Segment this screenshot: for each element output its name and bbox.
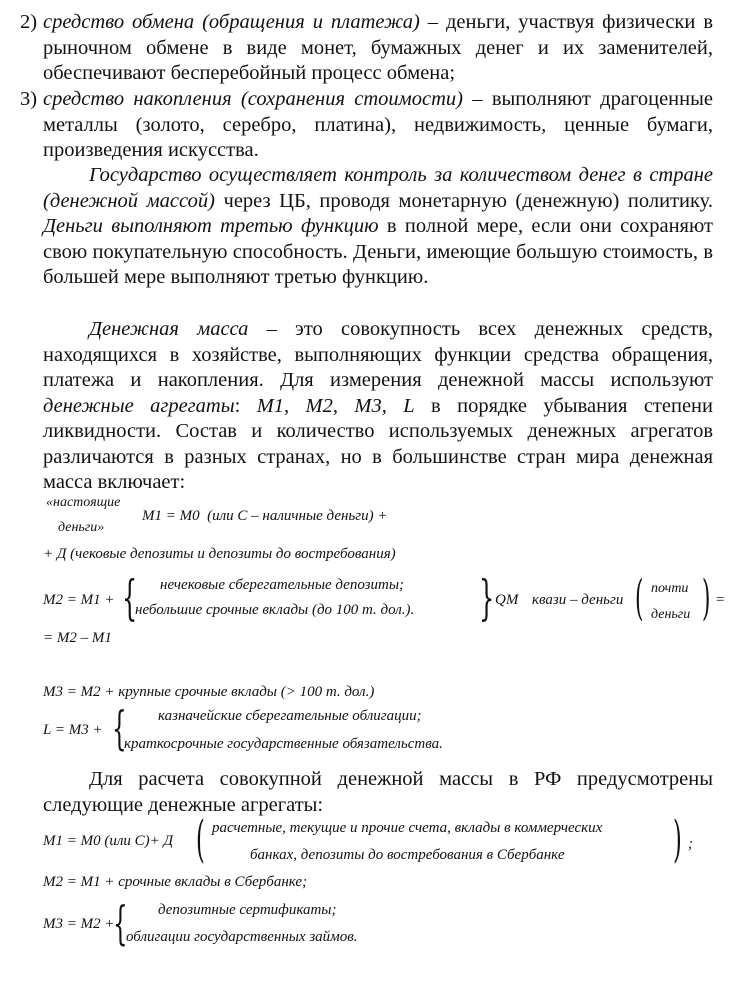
left-paren: ( <box>196 810 205 868</box>
paragraph-text: : <box>234 394 257 417</box>
aggregate-list: M1, M2, M3, L <box>256 394 415 417</box>
brace-line-1: нечековые сберегательные депозиты; <box>160 577 404 593</box>
formula-m2-lhs: M2 = M1 + <box>43 592 115 608</box>
formula-m1 <box>142 508 387 525</box>
paragraph-rf-aggregates <box>43 767 713 818</box>
formula-paren: (или C – наличные деньги) + <box>207 508 388 524</box>
right-paren: ) <box>673 810 682 868</box>
list-term: средство обмена (обращения и платежа) <box>43 11 420 33</box>
formula-semicolon: ; <box>688 836 693 852</box>
formula-rf-m2: M2 = M1 + срочные вклады в Сбербанке; <box>43 874 308 890</box>
formula-lhs: M1 = M0 <box>43 833 101 849</box>
formula-rf-m3-lhs: M3 = M2 + <box>43 916 115 932</box>
italic-phrase: Государство осуществляет контроль за количеством денег в стране (денежной массой) <box>43 164 713 212</box>
formula-paren: (или C) <box>104 833 150 849</box>
paren-line-1: расчетные, текущие и прочие счета, вклады в коммерческих <box>212 820 603 836</box>
formula-l-lhs: L = M3 + <box>43 722 103 738</box>
paragraph-money-supply <box>43 317 713 496</box>
paragraph-text: – это совокупность всех денежных средств, находящихся в хозяйстве, выполняющих функции средства обращения, платежа и накопления. Для измерения денежной массы используют <box>43 318 714 391</box>
list-number: 2) <box>20 11 38 33</box>
left-brace: { <box>113 896 128 950</box>
paren-top: почти <box>651 581 689 596</box>
left-paren: ( <box>635 570 644 626</box>
formula-equals: = <box>715 592 726 608</box>
list-item <box>20 87 713 164</box>
formula-rf-m1 <box>43 833 173 850</box>
formula-kvazi: квази – деньги <box>532 592 624 608</box>
right-paren: ) <box>702 570 711 626</box>
list-term: средство накопления (сохранения стоимости) <box>43 88 463 110</box>
list-text: – деньги, участвуя физически в рыночном обмене в виде монет, бумажных денег и их заменителей, обеспечивают бесперебойный процесс обмена; <box>43 11 713 84</box>
left-brace: { <box>112 701 127 755</box>
paragraph-text: Для расчета совокупной денежной массы в РФ предусмотрены следующие денежные агрегаты: <box>43 768 713 816</box>
brace-line-1: казначейские сберегательные облигации; <box>158 708 422 724</box>
brace-line-2: небольшие срочные вклады (до 100 т. дол.). <box>135 602 415 618</box>
formula-plus: + Д <box>149 833 174 849</box>
brace-line-1: депозитные сертификаты; <box>158 902 337 918</box>
brace-line-2: облигации государственных займов. <box>126 929 358 945</box>
definition-term: денежные агрегаты <box>43 394 235 417</box>
paren-bottom: деньги <box>651 607 691 622</box>
paragraph-text: в порядке убывания степени ликвидности. Состав и количество используемых денежных агрегатов различаются в разных странах, но в большинстве стран мира денежная масса включает: <box>43 394 713 493</box>
list-number: 3) <box>20 88 38 110</box>
formula-quote-bottom: деньги» <box>58 520 105 535</box>
paren-line-2: банках, депозиты до востребования в Сбербанке <box>250 847 565 863</box>
right-brace: } <box>479 570 495 626</box>
italic-phrase: Деньги выполняют третью функцию <box>43 215 379 237</box>
formula-lhs: M1 = M0 <box>142 508 200 524</box>
formula-m2-line2: = M2 – M1 <box>43 630 112 646</box>
formula-qm: QM <box>495 592 519 608</box>
definition-term: Денежная масса <box>89 318 249 340</box>
paragraph-text: через ЦБ, проводя монетарную (денежную) политику. <box>214 189 714 212</box>
list-text: – выполняют драгоценные металлы (золото, серебро, платина), недвижимость, ценные бумаги, произведения искусства. <box>43 88 713 161</box>
formula-quote-top: «настоящие <box>46 495 121 510</box>
paragraph-text: в полной мере, если они сохраняют свою покупательную способность. Деньги, имеющие большую стоимость, в большей мере выполняют третью функцию. <box>43 215 713 288</box>
paragraph-state-control <box>43 163 713 291</box>
list-item <box>20 10 713 87</box>
left-brace: { <box>122 570 138 626</box>
brace-line-2: краткосрочные государственные обязательства. <box>124 736 443 752</box>
formula-m3: M3 = M2 + крупные срочные вклады (> 100 т. дол.) <box>43 684 375 700</box>
formula-m1-line2: + Д (чековые депозиты и депозиты до востребования) <box>43 546 396 562</box>
